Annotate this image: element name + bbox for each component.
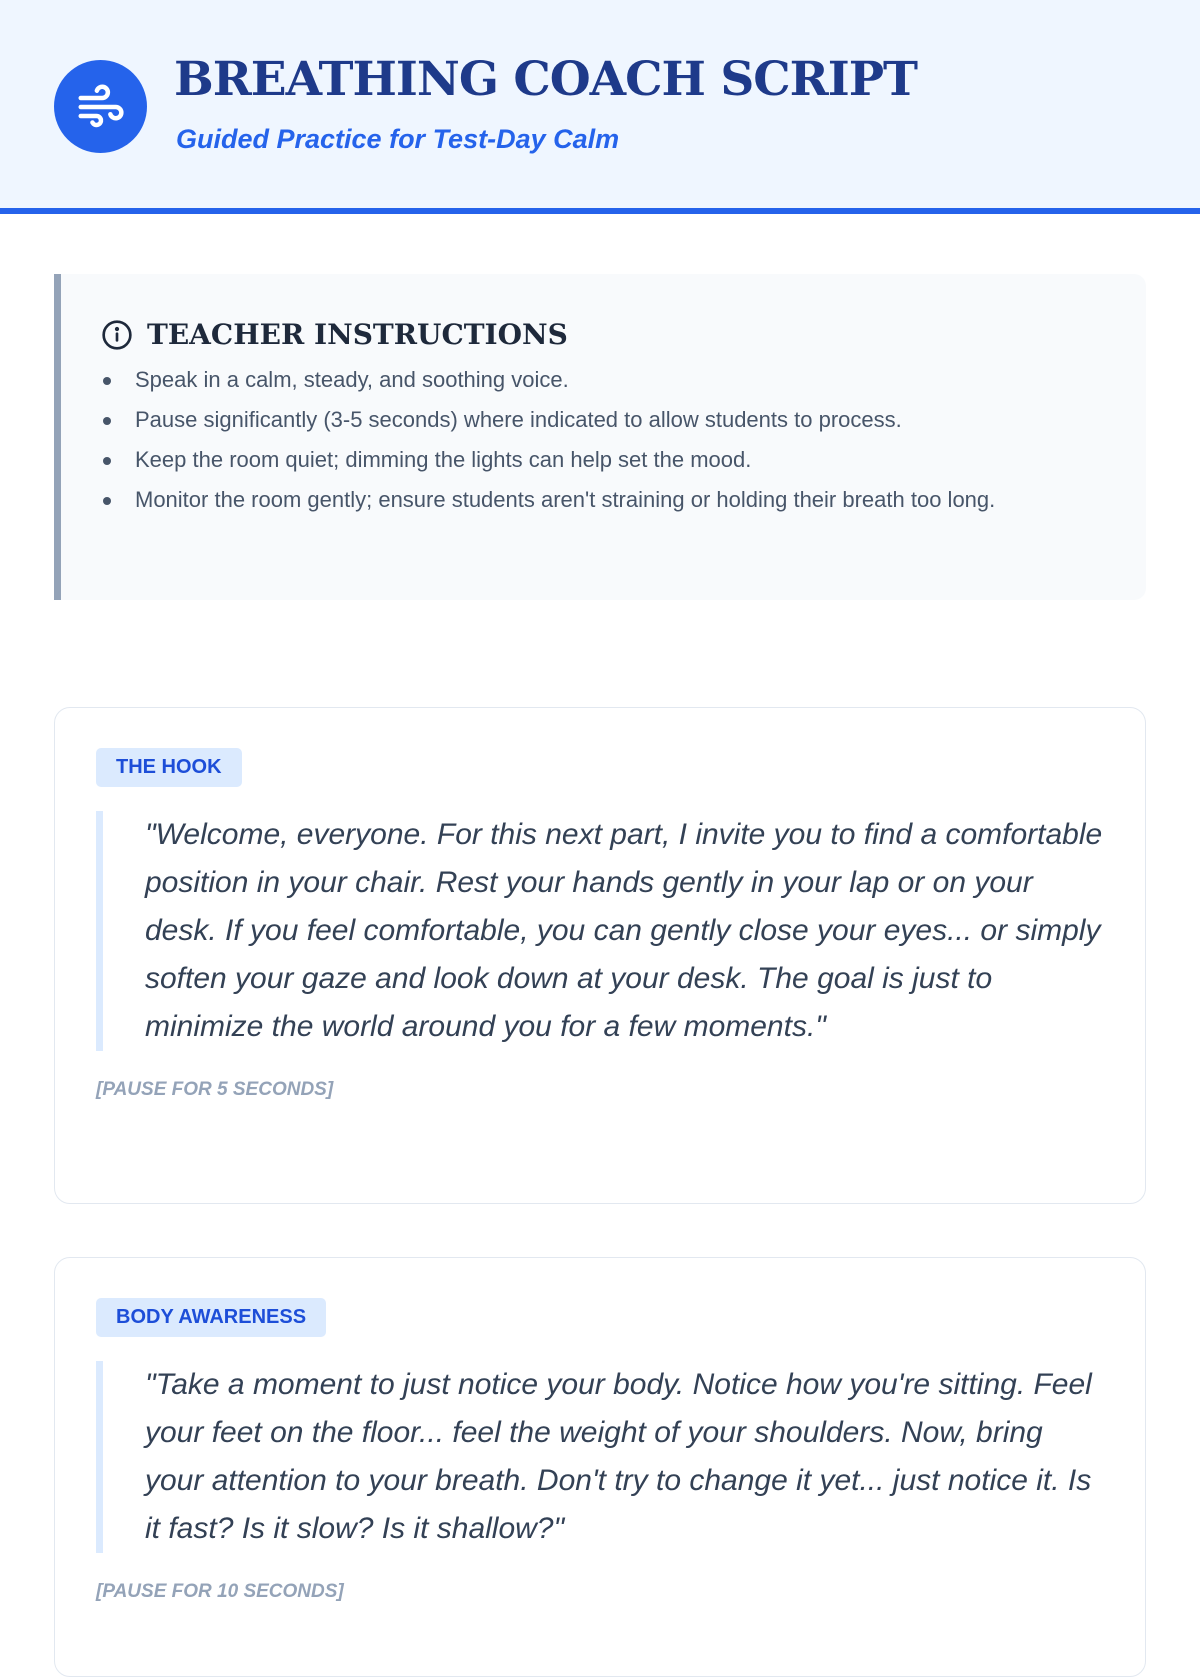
script-section-hook — [54, 707, 1146, 1204]
list-item: Speak in a calm, steady, and soothing voice. — [101, 363, 1106, 396]
teacher-instructions-panel — [54, 274, 1146, 600]
section-badge: THE HOOK — [96, 748, 242, 787]
section-badge: BODY AWARENESS — [96, 1298, 326, 1337]
script-text: "Welcome, everyone. For this next part, I invite you to find a comfortable position in your chair. Rest your hands gently in your lap or on your desk. If you feel comfortable, you can gently close your eyes... or simply soften your gaze and look down at your desk. The goal is just to minimize the world around you for a few moments." — [96, 811, 1105, 1051]
instructions-heading — [101, 318, 1106, 351]
script-text: "Take a moment to just notice your body. Notice how you're sitting. Feel your feet on the floor... feel the weight of your shoulders. Now, bring your attention to your breath. Don't try to change it yet... just notice it. Is it fast? Is it slow? Is it shallow?" — [96, 1361, 1105, 1553]
pause-note: [PAUSE FOR 5 SECONDS] — [96, 1079, 334, 1100]
page-header — [0, 0, 1200, 214]
pause-note: [PAUSE FOR 10 SECONDS] — [96, 1581, 344, 1602]
page-subtitle: Guided Practice for Test-Day Calm — [176, 124, 620, 154]
list-item: Monitor the room gently; ensure students aren't straining or holding their breath too long. — [101, 483, 1106, 516]
instructions-list — [101, 363, 1106, 516]
instructions-heading-text: TEACHER INSTRUCTIONS — [147, 318, 568, 351]
wind-icon — [54, 60, 147, 153]
script-section-body-awareness — [54, 1257, 1146, 1677]
info-icon — [101, 319, 133, 351]
list-item: Pause significantly (3-5 seconds) where indicated to allow students to process. — [101, 403, 1106, 436]
page-title: BREATHING COACH SCRIPT — [174, 52, 918, 107]
list-item: Keep the room quiet; dimming the lights can help set the mood. — [101, 443, 1106, 476]
